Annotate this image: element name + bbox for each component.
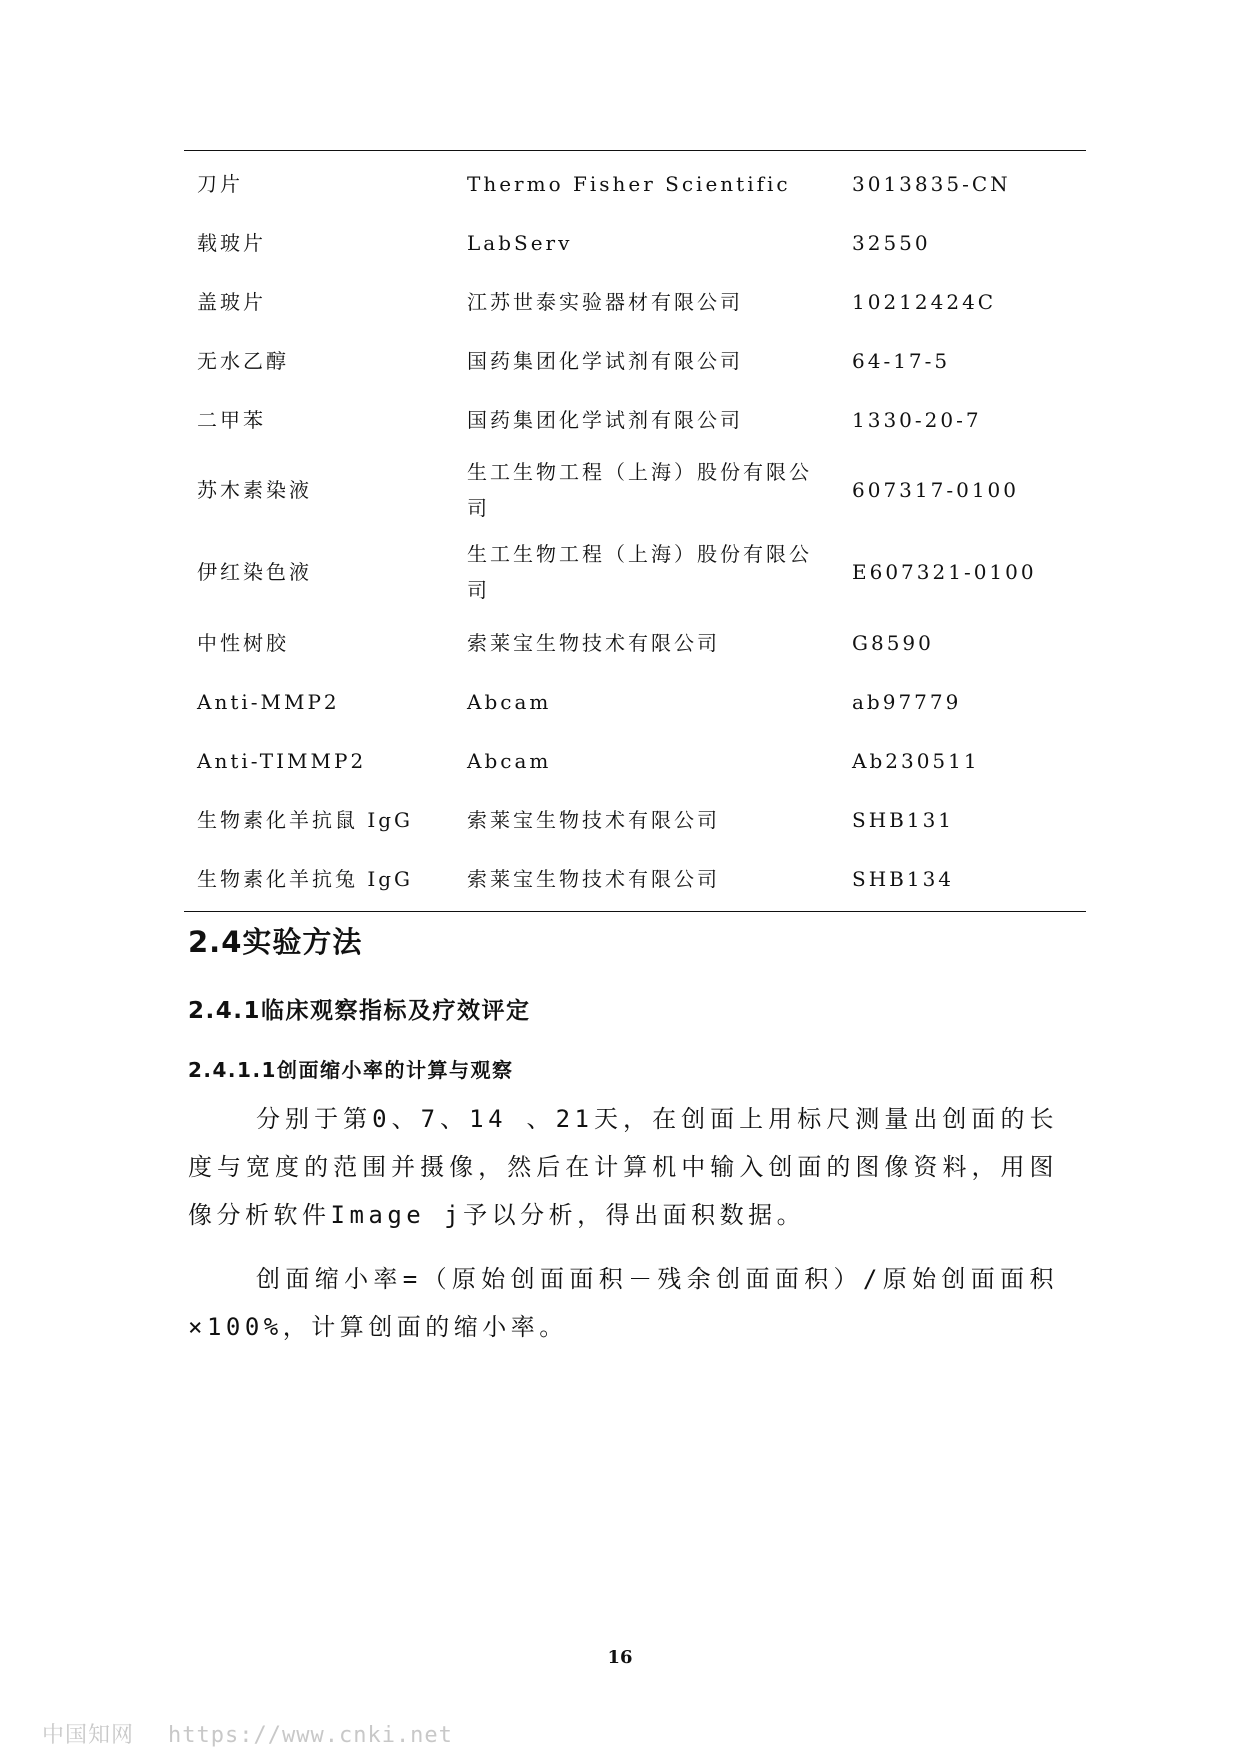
supplier-name: 索莱宝生物技术有限公司	[467, 807, 720, 832]
supplier-name	[467, 536, 852, 608]
supplier-name: Abcam	[467, 689, 552, 714]
catalog-number: 1330-20-7	[852, 407, 982, 432]
catalog-number: 10212424C	[852, 289, 997, 314]
table-row	[184, 531, 1086, 613]
catalog-number: 3013835-CN	[852, 171, 1011, 196]
table-row	[184, 154, 1086, 213]
reagent-name: 无水乙醇	[197, 348, 289, 373]
materials-table	[184, 150, 1086, 912]
formula-paragraph: 创面缩小率=（原始创面面积－残余创面面积）/原始创面面积×100%，计算创面的缩小率。	[188, 1265, 1058, 1341]
reagent-name: 盖玻片	[197, 289, 266, 314]
catalog-number: ab97779	[852, 689, 962, 714]
reagent-name: 载玻片	[197, 230, 266, 255]
watermark-url: https://www.cnki.net	[168, 1723, 453, 1748]
supplier-name: Abcam	[467, 748, 552, 773]
catalog-number: 607317-0100	[852, 478, 1020, 502]
reagent-name: 生物素化羊抗鼠 IgG	[197, 807, 414, 832]
page-number: 16	[607, 1647, 633, 1668]
supplier-name: 索莱宝生物技术有限公司	[467, 630, 720, 655]
table-row	[184, 613, 1086, 672]
catalog-number: SHB134	[852, 866, 955, 891]
section-heading: 2.4实验方法	[188, 925, 363, 959]
reagent-name: 苏木素染液	[197, 478, 312, 502]
subsection-heading: 2.4.1临床观察指标及疗效评定	[188, 998, 531, 1024]
table-row	[184, 272, 1086, 331]
supplier-text: 生工生物工程（上海）股份有限公司	[467, 460, 812, 520]
supplier-name: 国药集团化学试剂有限公司	[467, 348, 743, 373]
reagent-name: Anti-MMP2	[197, 689, 340, 714]
table-row	[184, 849, 1086, 908]
catalog-number: 32550	[852, 230, 931, 255]
watermark-site-name: 中国知网	[42, 1723, 135, 1748]
body-paragraph: 分别于第0、7、14 、21天，在创面上用标尺测量出创面的长度与宽度的范围并摄像，然后在计算机中输入创面的图像资料，用图像分析软件Image j予以分析，得出面积数据。	[188, 1105, 1058, 1229]
supplier-name: Thermo Fisher Scientific	[467, 171, 791, 196]
catalog-number: G8590	[852, 630, 934, 655]
watermark	[42, 1718, 487, 1749]
supplier-text: 生工生物工程（上海）股份有限公司	[467, 542, 812, 602]
table-row	[184, 790, 1086, 849]
reagent-name: 生物素化羊抗兔 IgG	[197, 866, 414, 891]
table-row	[184, 449, 1086, 531]
reagent-name: 伊红染色液	[197, 560, 312, 584]
catalog-number: SHB131	[852, 807, 955, 832]
subsubsection-heading: 2.4.1.1创面缩小率的计算与观察	[188, 1058, 514, 1082]
reagent-name: Anti-TIMMP2	[197, 748, 367, 773]
catalog-number: E607321-0100	[852, 560, 1037, 584]
table-row	[184, 213, 1086, 272]
reagent-name: 中性树胶	[197, 630, 289, 655]
reagent-name: 刀片	[197, 171, 243, 196]
reagent-name: 二甲苯	[197, 407, 266, 432]
table-row	[184, 731, 1086, 790]
supplier-name: 国药集团化学试剂有限公司	[467, 407, 743, 432]
supplier-name	[467, 454, 852, 526]
table-row	[184, 672, 1086, 731]
table-row	[184, 390, 1086, 449]
supplier-name: 江苏世泰实验器材有限公司	[467, 289, 743, 314]
supplier-name: 索莱宝生物技术有限公司	[467, 866, 720, 891]
supplier-name: LabServ	[467, 230, 573, 255]
catalog-number: 64-17-5	[852, 348, 951, 373]
table-row	[184, 331, 1086, 390]
catalog-number: Ab230511	[852, 748, 980, 773]
